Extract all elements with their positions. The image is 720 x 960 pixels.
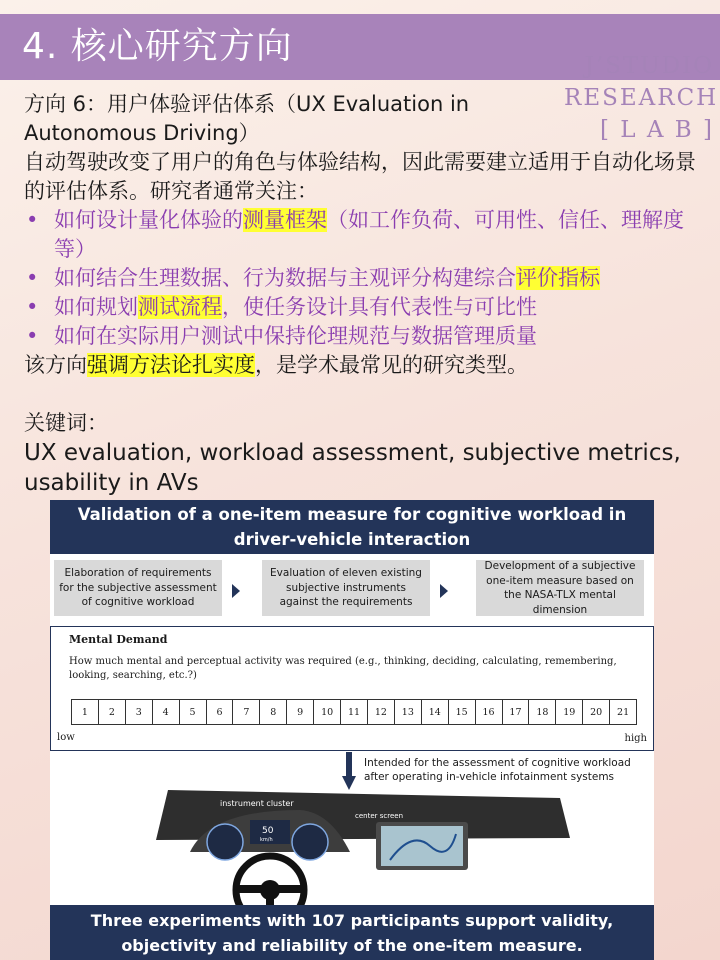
conclusion-text: 该方向 (24, 353, 87, 377)
section-content (24, 90, 704, 498)
highlight: 测试流程 (138, 295, 222, 319)
scale-cell: 13 (395, 700, 422, 724)
arrow-right-icon (232, 584, 240, 598)
logo-line-2: RESEARCH (564, 85, 719, 111)
step-box: Elaboration of requirements for the subjective assessment of cognitive workload (54, 560, 222, 616)
list-item (24, 264, 704, 293)
scale-cell: 10 (314, 700, 341, 724)
section-intro: 自动驾驶改变了用户的角色与体验结构，因此需要建立适用于自动化场景的评估体系。研究者通常关注： (24, 150, 696, 203)
steering-hub (260, 880, 280, 900)
instrument-cluster-label: instrument cluster (220, 799, 294, 808)
intended-use-text: Intended for the assessment of cognitive workload after operating in-vehicle infotainment systems (364, 757, 631, 783)
scale-cell: 15 (449, 700, 476, 724)
scale-low-label: low (57, 732, 75, 743)
highlight: 评价指标 (516, 266, 600, 290)
arrow-down-icon (342, 752, 356, 790)
scale-cell: 6 (207, 700, 234, 724)
scale-high-label: high (624, 733, 647, 744)
arrow-right-icon (440, 584, 448, 598)
logo-line-1: J’STUDIO (584, 53, 714, 79)
keywords: UX evaluation, workload assessment, subjective metrics, usability in AVs (24, 440, 681, 496)
list-item-text: 如何设计量化体验的 (54, 208, 243, 232)
scale-cell: 4 (153, 700, 180, 724)
list-item (24, 322, 704, 351)
conclusion-text: ，是学术最常见的研究类型。 (255, 353, 528, 377)
figure-conclusion: Three experiments with 107 participants support validity, objectivity and reliability of the one-item measure. (50, 905, 654, 960)
workload-measure-figure (50, 500, 654, 960)
speed-unit: km/h (260, 837, 273, 843)
scale-cell: 7 (233, 700, 260, 724)
keywords-label: 关键词： (24, 411, 108, 435)
step-box: Development of a subjective one-item measure based on the NASA-TLX mental dimension (476, 560, 644, 616)
scale-cell: 9 (287, 700, 314, 724)
scale-cell: 1 (72, 700, 99, 724)
mental-demand-question: How much mental and perceptual activity was required (e.g., thinking, deciding, calculating, remembering, looking, searching, etc.?) (69, 656, 617, 681)
section-heading: 方向 6：用户体验评估体系（UX Evaluation in Autonomous Driving） (24, 92, 470, 145)
cluster-gauge-left (207, 824, 243, 860)
scale-cell: 17 (503, 700, 530, 724)
scale-cell: 8 (260, 700, 287, 724)
mental-demand-scale-box (50, 626, 654, 751)
scale-cell: 21 (617, 706, 630, 718)
list-item-text: 如何在实际用户测试中保持伦理规范与数据管理质量 (54, 324, 537, 348)
logo-line-3: [ L A B ] (600, 117, 714, 143)
scale-cell: 3 (126, 700, 153, 724)
highlight: 测量框架 (243, 208, 327, 232)
list-item-text: ，使任务设计具有代表性与可比性 (222, 295, 537, 319)
scale-cell: 11 (341, 700, 368, 724)
scale-cell: 18 (529, 700, 556, 724)
speed-value: 50 (262, 826, 274, 836)
scale-cell: 16 (476, 700, 503, 724)
list-item (24, 206, 704, 264)
mental-demand-title: Mental Demand (69, 633, 168, 646)
focus-list (24, 206, 704, 351)
highlight: 强调方法论扎实度 (87, 353, 255, 377)
list-item-text: 如何规划 (54, 295, 138, 319)
list-item (24, 293, 704, 322)
figure-title: Validation of a one-item measure for cognitive workload in driver-vehicle interaction (50, 500, 654, 554)
scale-cell: 19 (556, 700, 583, 724)
scale-cell: 12 (368, 700, 395, 724)
section-conclusion (24, 351, 704, 380)
page-title: 4. 核心研究方向 (22, 26, 293, 67)
list-item-text: 如何结合生理数据、行为数据与主观评分构建综合 (54, 266, 516, 290)
cluster-gauge-right (292, 824, 328, 860)
scale-cell: 5 (180, 700, 207, 724)
scale-cell: 2 (99, 700, 126, 724)
list-item-text: （如工作负荷、可用性、信任、理解度等） (54, 208, 684, 261)
center-screen-label: center screen (355, 812, 404, 820)
step-box: Evaluation of eleven existing subjective instruments against the requirements (262, 560, 430, 616)
scale-cell: 20 (583, 700, 610, 724)
rating-scale (71, 699, 637, 725)
scale-cell: 14 (422, 700, 449, 724)
